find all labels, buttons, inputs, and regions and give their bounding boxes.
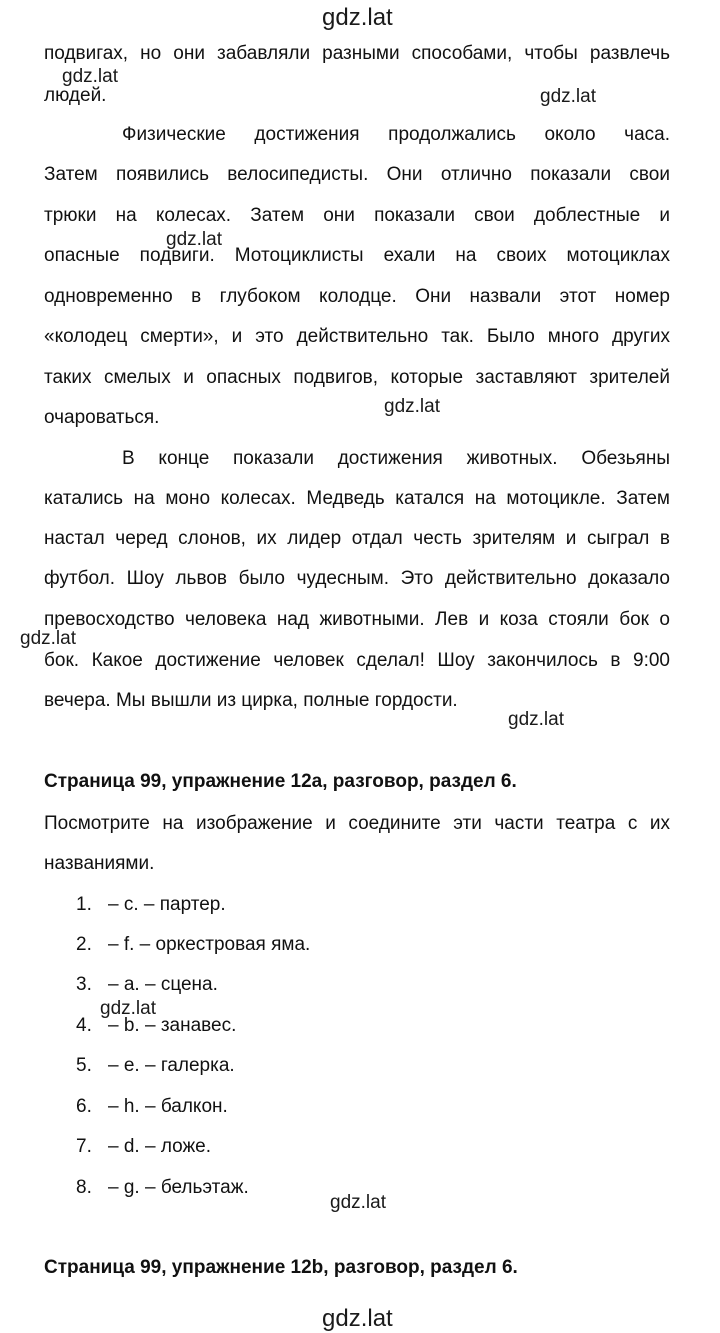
watermark: gdz.lat [330,1192,386,1213]
instruction-line: названиями. [44,853,155,874]
list-item-number: 2. [76,934,92,955]
list-item [76,974,218,996]
text-line: вечера. Мы вышли из цирка, полные гордости. [44,690,458,711]
list-item-text: – a. – сцена. [108,974,218,995]
list-item [76,1177,249,1199]
list-item-text: – h. – балкон. [108,1096,228,1117]
watermark: gdz.lat [322,1305,393,1332]
list-item-text: – c. – партер. [108,894,226,915]
watermark: gdz.lat [62,66,118,87]
text-line: людей. [44,85,107,106]
text-line: одновременно в глубоком колодце. Они назвали этот номер [44,286,670,307]
list-item-text: – d. – ложе. [108,1136,212,1157]
text-line: «колодец смерти», и это действительно так. Было много других [44,326,670,347]
text-line: Затем появились велосипедисты. Они отлично показали свои [44,164,670,185]
list-item [76,1136,211,1158]
list-item-number: 8. [76,1177,92,1198]
watermark: gdz.lat [166,229,222,250]
watermark: gdz.lat [100,998,156,1019]
list-item-number: 5. [76,1055,92,1076]
text-line: настал черед слонов, их лидер отдал честь зрителям и сыграл в [44,528,670,549]
list-item [76,894,226,916]
instruction-line: Посмотрите на изображение и соедините эти части театра с их [44,813,670,834]
text-line: трюки на колесах. Затем они показали свои доблестные и [44,205,670,226]
watermark: gdz.lat [322,4,393,31]
text-line: катались на моно колесах. Медведь катался на мотоцикле. Затем [44,488,670,509]
list-item [76,1015,236,1037]
list-item-text: – e. – галерка. [108,1055,235,1076]
list-item-number: 7. [76,1136,92,1157]
list-item-text: – f. – оркестровая яма. [108,934,311,955]
list-item [76,934,310,956]
section-heading: Страница 99, упражнение 12a, разговор, раздел 6. [44,771,517,792]
text-line: очароваться. [44,407,160,428]
list-item [76,1055,235,1077]
text-line: футбол. Шоу львов было чудесным. Это действительно доказало [44,568,670,589]
list-item [76,1096,228,1118]
text-line: превосходство человека над животными. Лев и коза стояли бок о [44,609,670,630]
text-line: опасные подвиги. Мотоциклисты ехали на своих мотоциклах [44,245,670,266]
text-line: В конце показали достижения животных. Обезьяны [122,448,670,469]
text-line: Физические достижения продолжались около часа. [122,124,670,145]
list-item-number: 4. [76,1015,92,1036]
text-line: таких смелых и опасных подвигов, которые заставляют зрителей [44,367,670,388]
list-item-number: 1. [76,894,92,915]
watermark: gdz.lat [540,86,596,107]
text-line: подвигах, но они забавляли разными способами, чтобы развлечь [44,43,670,64]
list-item-text: – g. – бельэтаж. [108,1177,249,1198]
list-item-text: – b. – занавес. [108,1015,237,1036]
watermark: gdz.lat [508,709,564,730]
section-heading: Страница 99, упражнение 12b, разговор, раздел 6. [44,1257,518,1278]
watermark: gdz.lat [20,628,76,649]
text-line: бок. Какое достижение человек сделал! Шоу закончилось в 9:00 [44,650,670,671]
list-item-number: 6. [76,1096,92,1117]
list-item-number: 3. [76,974,92,995]
watermark: gdz.lat [384,396,440,417]
